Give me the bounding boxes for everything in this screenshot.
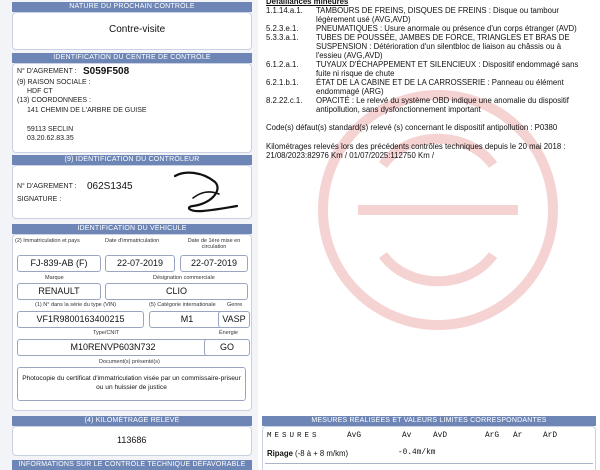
immat-field: FJ-839-AB (F) xyxy=(17,255,101,272)
categorie-field: M1 xyxy=(149,311,225,328)
defaillance-code: 8.2.22.c.1. xyxy=(266,96,303,105)
defaillance-code: 6.2.1.b.1. xyxy=(266,78,299,87)
left-panel xyxy=(0,0,258,470)
defaillance-text xyxy=(316,96,569,114)
centre-phone: 03.20.62.83.35 xyxy=(27,135,74,142)
defaillance-text xyxy=(316,60,578,78)
km-value: 113686 xyxy=(117,435,147,445)
signature-label: SIGNATURE : xyxy=(17,196,62,203)
defaillance-code: 1.1.14.a.1. xyxy=(266,6,303,15)
centre-address: 141 CHEMIN DE L'ARBRE DE GUISE xyxy=(27,107,147,114)
controleur-box xyxy=(12,165,252,219)
centre-agrement-label: N° D'AGREMENT : xyxy=(17,68,77,75)
centre-box xyxy=(12,63,252,153)
km-box xyxy=(12,426,252,456)
controleur-agrement-label: N° D'AGREMENT : xyxy=(17,183,77,190)
prochain-value: Contre-visite xyxy=(109,24,166,35)
col-ard: ArD xyxy=(543,432,558,440)
defaillance-text xyxy=(316,24,577,33)
mesures-box xyxy=(262,426,596,470)
defaillance-line: l'essieu (AVG,AVD) xyxy=(316,51,383,60)
docs-field: Photocopie du certificat d'immatriculation visée par un commissaire-priseur ou un huissier de justice xyxy=(17,367,246,401)
marque-caption: Marque xyxy=(45,275,64,281)
energie-field: GO xyxy=(204,339,250,356)
genre-field: VASP xyxy=(218,311,250,328)
energie-caption: Énergie xyxy=(219,330,238,336)
defaillance-line: OPACITÉ : Le relevé du système OBD indique une anomalie du dispositif xyxy=(316,96,569,105)
defaillances-title: Défaillances mineures xyxy=(266,0,349,6)
col-avd: AvD xyxy=(433,432,448,440)
type-caption: Type/CNIT xyxy=(93,330,120,336)
mesures-header: MESURES RÉALISÉES ET VALEURS LIMITES CORRESPONDANTES xyxy=(262,416,596,426)
defaillance-line: PNEUMATIQUES : Usure anormale ou présence d'un corps étranger (AVD) xyxy=(316,24,577,33)
defaillance-line: SUSPENSION : Détérioration d'un silentbloc de liaison au châssis ou à xyxy=(316,42,562,51)
type-field: M10RENVP603N732 xyxy=(17,339,209,356)
designation-field: CLIO xyxy=(105,283,248,300)
defaillance-line: fuite ni risque de chute xyxy=(316,69,395,78)
defaillance-text xyxy=(316,6,559,24)
mesures-col-title: MESURES xyxy=(267,432,320,440)
vin-caption: (1) N° dans la série du type (VIN) xyxy=(35,302,117,308)
immat-caption: (2) Immatriculation et pays xyxy=(15,238,80,244)
date-immat-field: 22-07-2019 xyxy=(105,255,175,272)
raison-value: HDF CT xyxy=(27,88,53,95)
col-av: Av xyxy=(402,432,412,440)
defaillance-line: TAMBOURS DE FREINS, DISQUES DE FREINS : Disque ou tambour xyxy=(316,6,559,15)
designation-caption: Désignation commerciale xyxy=(153,275,215,281)
prochain-header: NATURE DU PROCHAIN CONTRÔLE xyxy=(12,2,252,12)
coord-label: (13) COORDONNEES : xyxy=(17,97,91,104)
defaillance-code: 5.2.3.e.1. xyxy=(266,24,299,33)
code-defaut-line: Code(s) défaut(s) standard(s) relevé (s) concernant le dispositif antipollution : P0380 xyxy=(266,123,558,132)
date-serie-field: 22-07-2019 xyxy=(180,255,248,272)
kilometrages-line1: Kilométrages relevés lors des précédents contrôles techniques depuis le 20 mai 2018 : xyxy=(266,142,566,151)
genre-caption: Genre xyxy=(227,302,243,308)
ripage-value: -0.4m/km xyxy=(398,449,436,457)
right-panel xyxy=(258,0,600,470)
centre-city: 59113 SECLIN xyxy=(27,126,74,133)
defaillance-item xyxy=(266,78,596,96)
ripage-label: Ripage xyxy=(267,449,293,458)
defaillance-item xyxy=(266,24,596,33)
centre-header: IDENTIFICATION DU CENTRE DE CONTRÔLE xyxy=(12,53,252,63)
col-ar: Ar xyxy=(513,432,523,440)
defaillance-code: 6.1.2.a.1. xyxy=(266,60,299,69)
km-header: (4) KILOMÉTRAGE RELEVÉ xyxy=(12,416,252,426)
defaillance-text xyxy=(316,78,564,96)
controleur-header: (9) IDENTIFICATION DU CONTRÔLEUR xyxy=(12,155,252,165)
categorie-caption: (5) Catégorie internationale xyxy=(149,302,216,308)
ripage-range: (-8 à + 8 m/km) xyxy=(295,449,349,458)
defaillance-item xyxy=(266,60,596,78)
defaillance-line: endommagé (ARG) xyxy=(316,87,384,96)
defaillance-line: antipollution, sans dysfonctionnement important xyxy=(316,105,481,114)
marque-field: RENAULT xyxy=(17,283,101,300)
defaillance-item xyxy=(266,33,596,60)
defaillance-text xyxy=(316,33,570,60)
controleur-agrement-value: 062S1345 xyxy=(87,181,133,192)
defaillances-list xyxy=(266,6,596,114)
defaillance-line: ÉTAT DE LA CABINE ET DE LA CARROSSERIE : Panneau ou élément xyxy=(316,78,564,87)
centre-agrement-value: S059F508 xyxy=(83,66,130,77)
docs-caption: Document(s) présenté(s) xyxy=(99,359,160,365)
defaillance-line: TUYAUX D'ÉCHAPPEMENT ET SILENCIEUX : Dispositif endommagé sans xyxy=(316,60,579,69)
vin-field: VF1R9800163400215 xyxy=(17,311,144,328)
prochain-box xyxy=(12,12,252,50)
col-avg: AvG xyxy=(347,432,362,440)
date-serie-caption: Date de 1ère mise en circulation xyxy=(187,238,241,250)
bottom-left-header: INFORMATIONS SUR LE CONTRÔLE TECHNIQUE DÉFAVORABLE xyxy=(12,460,252,470)
vehicule-header: IDENTIFICATION DU VÉHICULE xyxy=(12,224,252,234)
defaillance-code: 5.3.3.a.1. xyxy=(266,33,299,42)
raison-label: (9) RAISON SOCIALE : xyxy=(17,79,91,86)
defaillance-line: TUBES DE POUSSÉE, JAMBES DE FORCE, TRIANGLES ET BRAS DE xyxy=(316,33,570,42)
col-arg: ArG xyxy=(485,432,500,440)
mesures-row-divider xyxy=(265,463,593,464)
defaillance-item xyxy=(266,6,596,24)
signature-image xyxy=(163,168,243,216)
kilometrages-line2: 21/08/2023:82976 Km / 01/07/2025:112750 Km / xyxy=(266,151,435,160)
defaillance-line: légèrement usé (AVG,AVD) xyxy=(316,15,411,24)
vehicule-box xyxy=(12,234,252,411)
date-immat-caption: Date d'immatriculation xyxy=(105,238,160,244)
defaillance-item xyxy=(266,96,596,114)
